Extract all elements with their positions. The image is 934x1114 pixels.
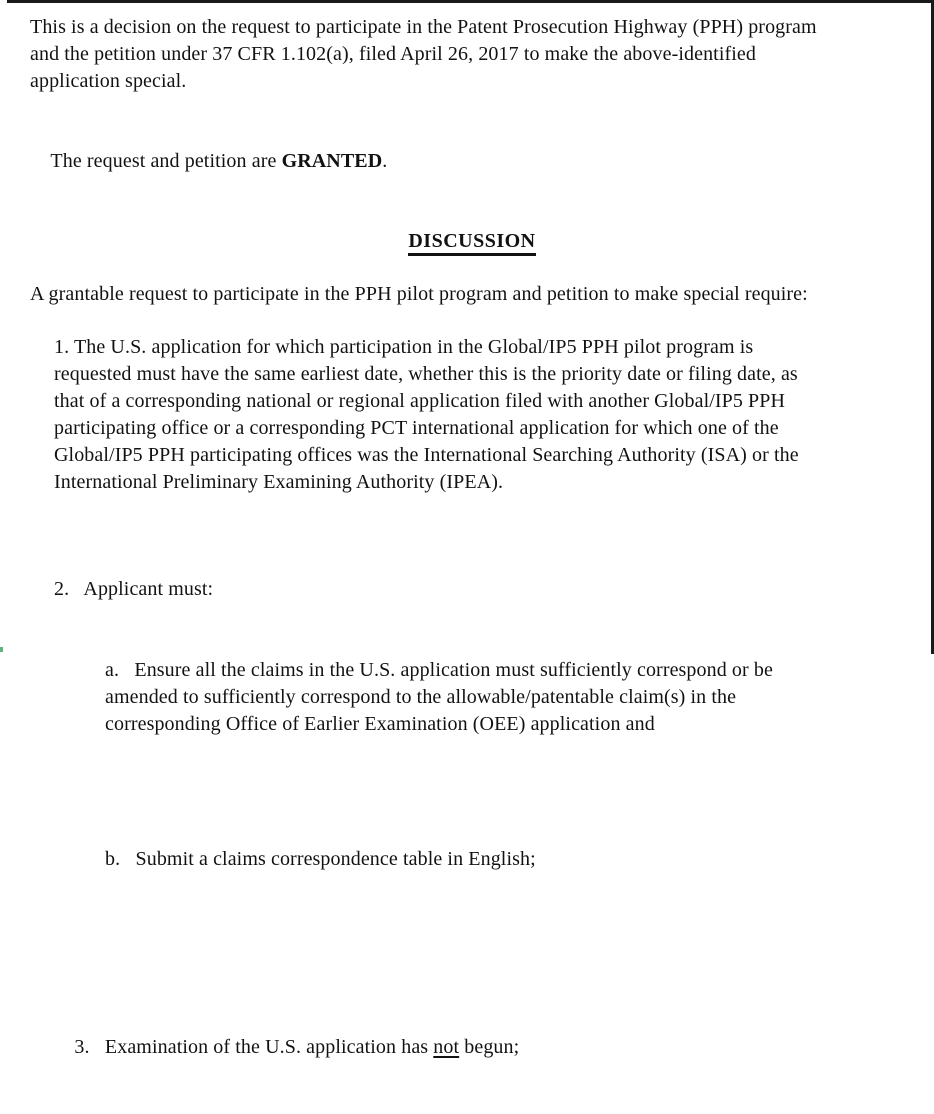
requirement-item-1 <box>54 334 914 496</box>
item-3-underlined-word: not <box>433 1036 460 1058</box>
requirement-item-2 <box>54 522 914 981</box>
text-line: 1. The U.S. application for which participation in the Global/IP5 PPH pilot program is <box>54 336 754 358</box>
text-line: This is a decision on the request to participate in the Patent Prosecution Highway (PPH) program <box>30 16 817 38</box>
text-line: corresponding Office of Earlier Examination (OEE) application and <box>105 713 655 735</box>
text-line: application special. <box>30 70 187 92</box>
requirements-intro: A grantable request to participate in the PPH pilot program and petition to make special require: <box>30 283 808 305</box>
granted-statement-period: . <box>382 150 388 172</box>
opening-paragraph <box>30 14 914 95</box>
text-line: that of a corresponding national or regional application filed with another Global/IP5 PPH <box>54 390 786 412</box>
text-line: Global/IP5 PPH participating offices was the International Searching Authority (ISA) or the <box>54 444 799 466</box>
discussion-heading-text: DISCUSSION <box>408 230 535 256</box>
text-line: a. Ensure all the claims in the U.S. application must sufficiently correspond or be <box>105 659 773 681</box>
item-2b <box>105 792 914 927</box>
item-2b-text: b. Submit a claims correspondence table in English; <box>105 848 536 870</box>
item-2-header: 2. Applicant must: <box>54 578 214 600</box>
granted-emphasis: GRANTED <box>281 150 383 172</box>
item-2a <box>105 657 914 738</box>
granted-statement <box>30 121 914 202</box>
granted-statement-text: The request and petition are <box>50 150 282 172</box>
text-line: amended to sufficiently correspond to the allowable/patentable claim(s) in the <box>105 686 737 708</box>
item-3-text-after: begun; <box>459 1036 520 1058</box>
text-line: and the petition under 37 CFR 1.102(a), filed April 26, 2017 to make the above-identified <box>30 43 756 65</box>
item-3-text-before: 3. Examination of the U.S. application has <box>74 1036 434 1058</box>
requirement-item-3 <box>54 1007 914 1088</box>
text-line: requested must have the same earliest date, whether this is the priority date or filing date, as <box>54 363 798 385</box>
text-line: participating office or a corresponding PCT international application for which one of the <box>54 417 779 439</box>
discussion-heading <box>30 228 914 255</box>
text-line: International Preliminary Examining Authority (IPEA). <box>54 471 504 493</box>
